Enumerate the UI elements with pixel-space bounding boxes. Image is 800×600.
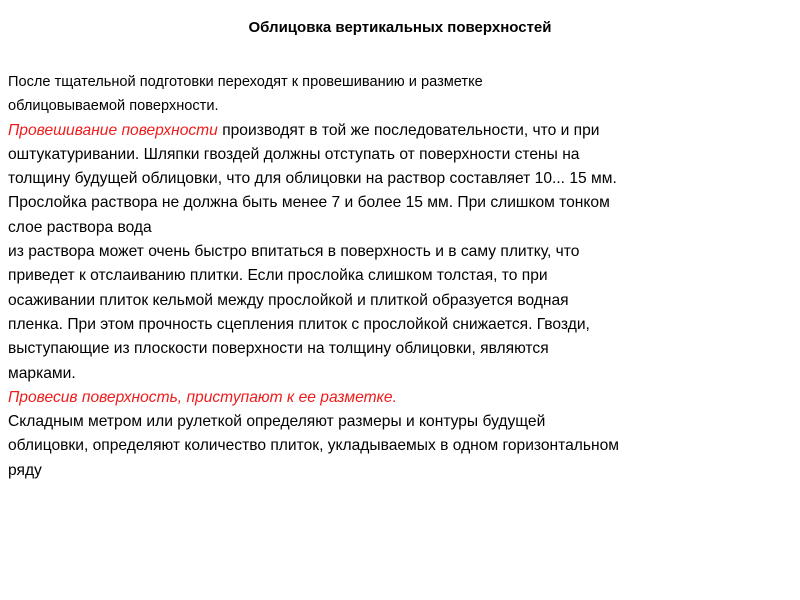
para1-line: марками. xyxy=(8,364,76,382)
intro-line: После тщательной подготовки переходят к провешиванию и разметке xyxy=(8,74,483,90)
para1-line: Прослойка раствора не должна быть менее 7 и более 15 мм. При слишком тонком xyxy=(8,194,610,212)
para1-line: выступающие из плоскости поверхности на толщину облицовки, являются xyxy=(8,340,549,358)
para2-highlight: Провесив поверхность, приступают к ее разметке. xyxy=(8,388,397,406)
slide-title: Облицовка вертикальных поверхностей xyxy=(248,19,552,36)
para1-first-line xyxy=(8,119,792,143)
para1-line: приведет к отслаиванию плитки. Если прослойка слишком толстая, то при xyxy=(8,267,548,285)
para1-line: слое раствора вода xyxy=(8,218,152,236)
para1-line: осаживании плиток кельмой между прослойкой и плиткой образуется водная xyxy=(8,291,569,309)
para1-line: из раствора может очень быстро впитаться в поверхность и в саму плитку, что xyxy=(8,243,580,261)
para3-line: облицовки, определяют количество плиток, укладываемых в одном горизонтальном xyxy=(8,437,620,455)
para3-line: Складным метром или рулеткой определяют размеры и контуры будущей xyxy=(8,413,546,431)
para3-line: ряду xyxy=(8,461,42,479)
intro-line: облицовываемой поверхности. xyxy=(8,98,219,115)
para1-highlight: Провешивание поверхности xyxy=(8,121,218,139)
para1-first-line-rest: производят в той же последовательности, что и при xyxy=(217,121,600,139)
slide-body xyxy=(8,70,792,483)
para1-line: толщину будущей облицовки, что для облицовки на раствор составляет 10... 15 мм. xyxy=(8,170,617,188)
para1-line: пленка. При этом прочность сцепления плиток с прослойкой снижается. Гвозди, xyxy=(8,315,590,333)
para1-line: оштукатуривании. Шляпки гвоздей должны отступать от поверхности стены на xyxy=(8,145,580,163)
